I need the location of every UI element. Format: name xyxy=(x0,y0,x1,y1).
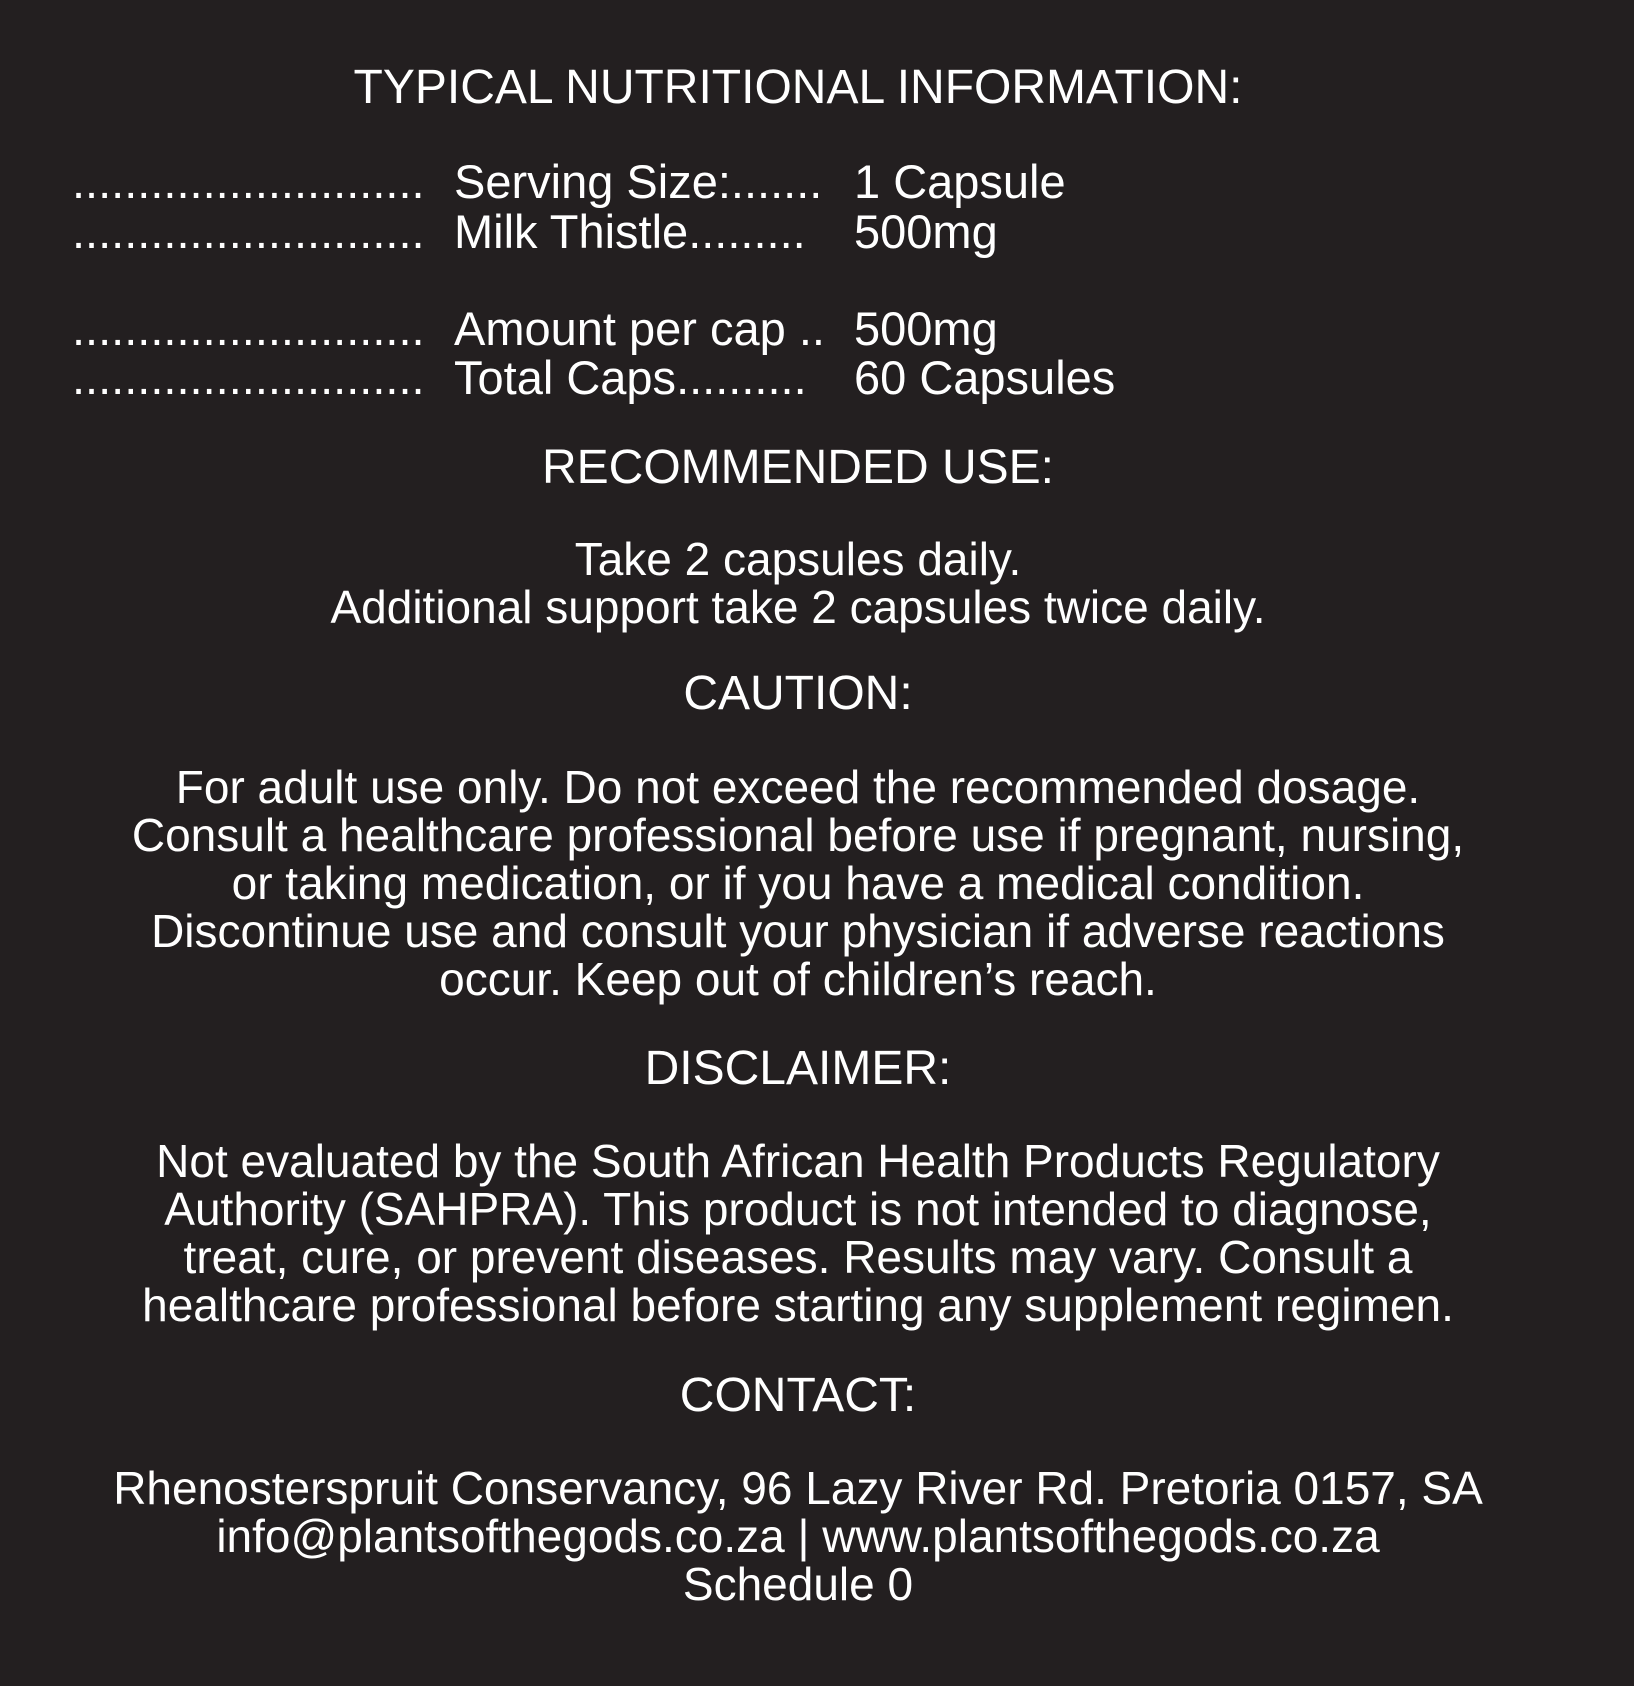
caution-text: For adult use only. Do not exceed the recommended dosage. Consult a healthcare professional before use if pregnant, nursing, or taking medication, or if you have a medical condition. Discontinue use and consult your physician if adverse reactions occur. Keep out of children’s reach. xyxy=(131,761,1465,1005)
nutrient-value: 500mg xyxy=(854,205,998,258)
caution-heading: CAUTION: xyxy=(683,667,913,720)
leader-dots: ........................... xyxy=(72,206,425,258)
recommended-use-heading: RECOMMENDED USE: xyxy=(541,441,1055,494)
leader-dots: .......... xyxy=(676,352,807,404)
disclaimer-text: Not evaluated by the South African Health Products Regulatory Authority (SAHPRA). This product is not intended to diagnose, treat, cure, or prevent diseases. Results may vary. Consult a healthcare professional before starting any supplement regimen. xyxy=(142,1135,1454,1331)
nutrition-row-total-caps xyxy=(72,352,1115,404)
nutrition-row-milk-thistle xyxy=(72,206,998,258)
disclaimer-heading: DISCLAIMER: xyxy=(644,1042,952,1095)
nutrient-name: Amount per cap .. xyxy=(454,303,825,355)
contact-heading: CONTACT: xyxy=(679,1369,917,1422)
contact-text xyxy=(0,1464,1596,1608)
leader-dots: ........................... xyxy=(72,156,425,208)
nutrient-name: Total Caps.......... xyxy=(454,352,807,404)
leader-dots: ........................... xyxy=(72,352,425,404)
nutrient-value: 1 Capsule xyxy=(854,155,1066,208)
recommended-use-text: Take 2 capsules daily. Additional support take 2 capsules twice daily. xyxy=(330,533,1266,633)
leader-dots: .. xyxy=(785,303,825,355)
nutrition-row-amount-per-cap xyxy=(72,303,998,355)
nutrition-heading: TYPICAL NUTRITIONAL INFORMATION: xyxy=(353,61,1243,114)
contact-email-website: info@plantsofthegods.co.za | www.plantsofthegods.co.za xyxy=(216,1510,1380,1562)
leader-dots: ....... xyxy=(730,156,823,208)
nutrient-name: Serving Size:....... xyxy=(454,156,823,208)
nutrient-value: 500mg xyxy=(854,302,998,355)
nutrient-name: Milk Thistle......... xyxy=(454,206,806,258)
nutrient-value: 60 Capsules xyxy=(854,351,1116,404)
contact-address: Rhenosterspruit Conservancy, 96 Lazy River Rd. Pretoria 0157, SA xyxy=(113,1462,1483,1514)
leader-dots: ......... xyxy=(688,206,806,258)
schedule-text: Schedule 0 xyxy=(682,1558,914,1610)
nutrition-row-serving-size xyxy=(72,156,1066,208)
leader-dots: ........................... xyxy=(72,303,425,355)
